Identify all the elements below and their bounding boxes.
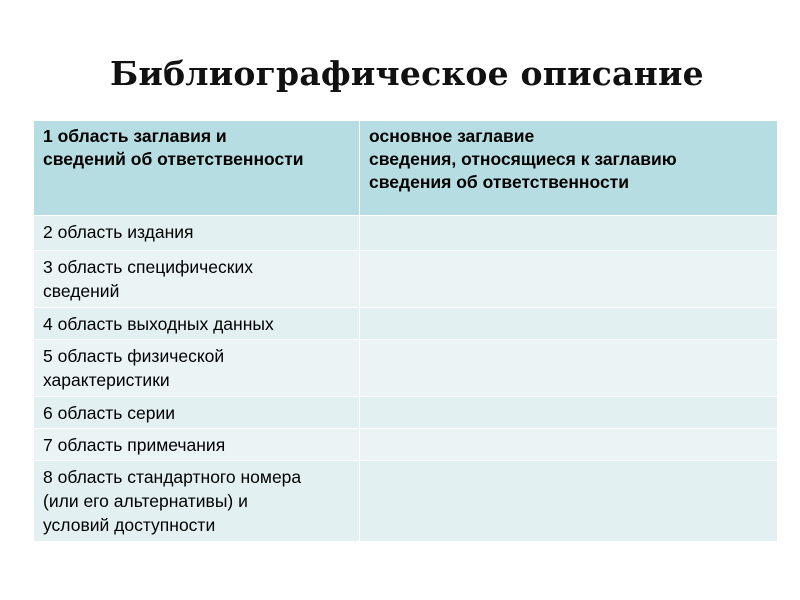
area-value-cell	[360, 340, 778, 397]
table-row	[34, 308, 778, 340]
header-element-line: сведения, относящиеся к заглавию	[369, 149, 677, 169]
area-name-line: 5 область физической	[43, 346, 225, 366]
table-row	[34, 340, 778, 397]
area-name-line: 2 область издания	[43, 222, 194, 242]
header-cell-area	[34, 121, 360, 216]
header-cell-elements	[360, 121, 778, 216]
area-name-line: 8 область стандартного номера	[43, 467, 302, 487]
table-header-row	[34, 121, 778, 216]
area-name-cell	[34, 397, 360, 429]
area-value-cell	[360, 216, 778, 251]
table-row	[34, 397, 778, 429]
area-name-cell	[34, 251, 360, 308]
area-value-cell	[360, 397, 778, 429]
area-value-cell	[360, 429, 778, 461]
table-row	[34, 216, 778, 251]
area-name-cell	[34, 461, 360, 542]
area-value-cell	[360, 251, 778, 308]
area-name-line: условий доступности	[43, 515, 216, 535]
table-row	[34, 251, 778, 308]
area-name-line: 7 область примечания	[43, 435, 226, 455]
area-value-cell	[360, 308, 778, 340]
header-element-line: основное заглавие	[369, 126, 535, 146]
header-element-line: сведения об ответственности	[369, 172, 630, 192]
area-name-line: (или его альтернативы) и	[43, 491, 248, 511]
area-name-line: характеристики	[43, 370, 170, 390]
area-name-cell	[34, 308, 360, 340]
header-area-line: 1 область заглавия и	[43, 126, 227, 146]
area-name-cell	[34, 340, 360, 397]
slide-title: Библиографическое описание	[110, 54, 704, 93]
bibliographic-areas-table	[34, 121, 778, 542]
area-name-line: 4 область выходных данных	[43, 314, 274, 334]
area-name-line: 3 область специфических	[43, 257, 253, 277]
area-name-cell	[34, 429, 360, 461]
area-value-cell	[360, 461, 778, 542]
area-name-cell	[34, 216, 360, 251]
table-row	[34, 429, 778, 461]
header-area-line: сведений об ответственности	[43, 149, 304, 169]
table-row	[34, 461, 778, 542]
area-name-line: 6 область серии	[43, 403, 176, 423]
area-name-line: сведений	[43, 281, 120, 301]
